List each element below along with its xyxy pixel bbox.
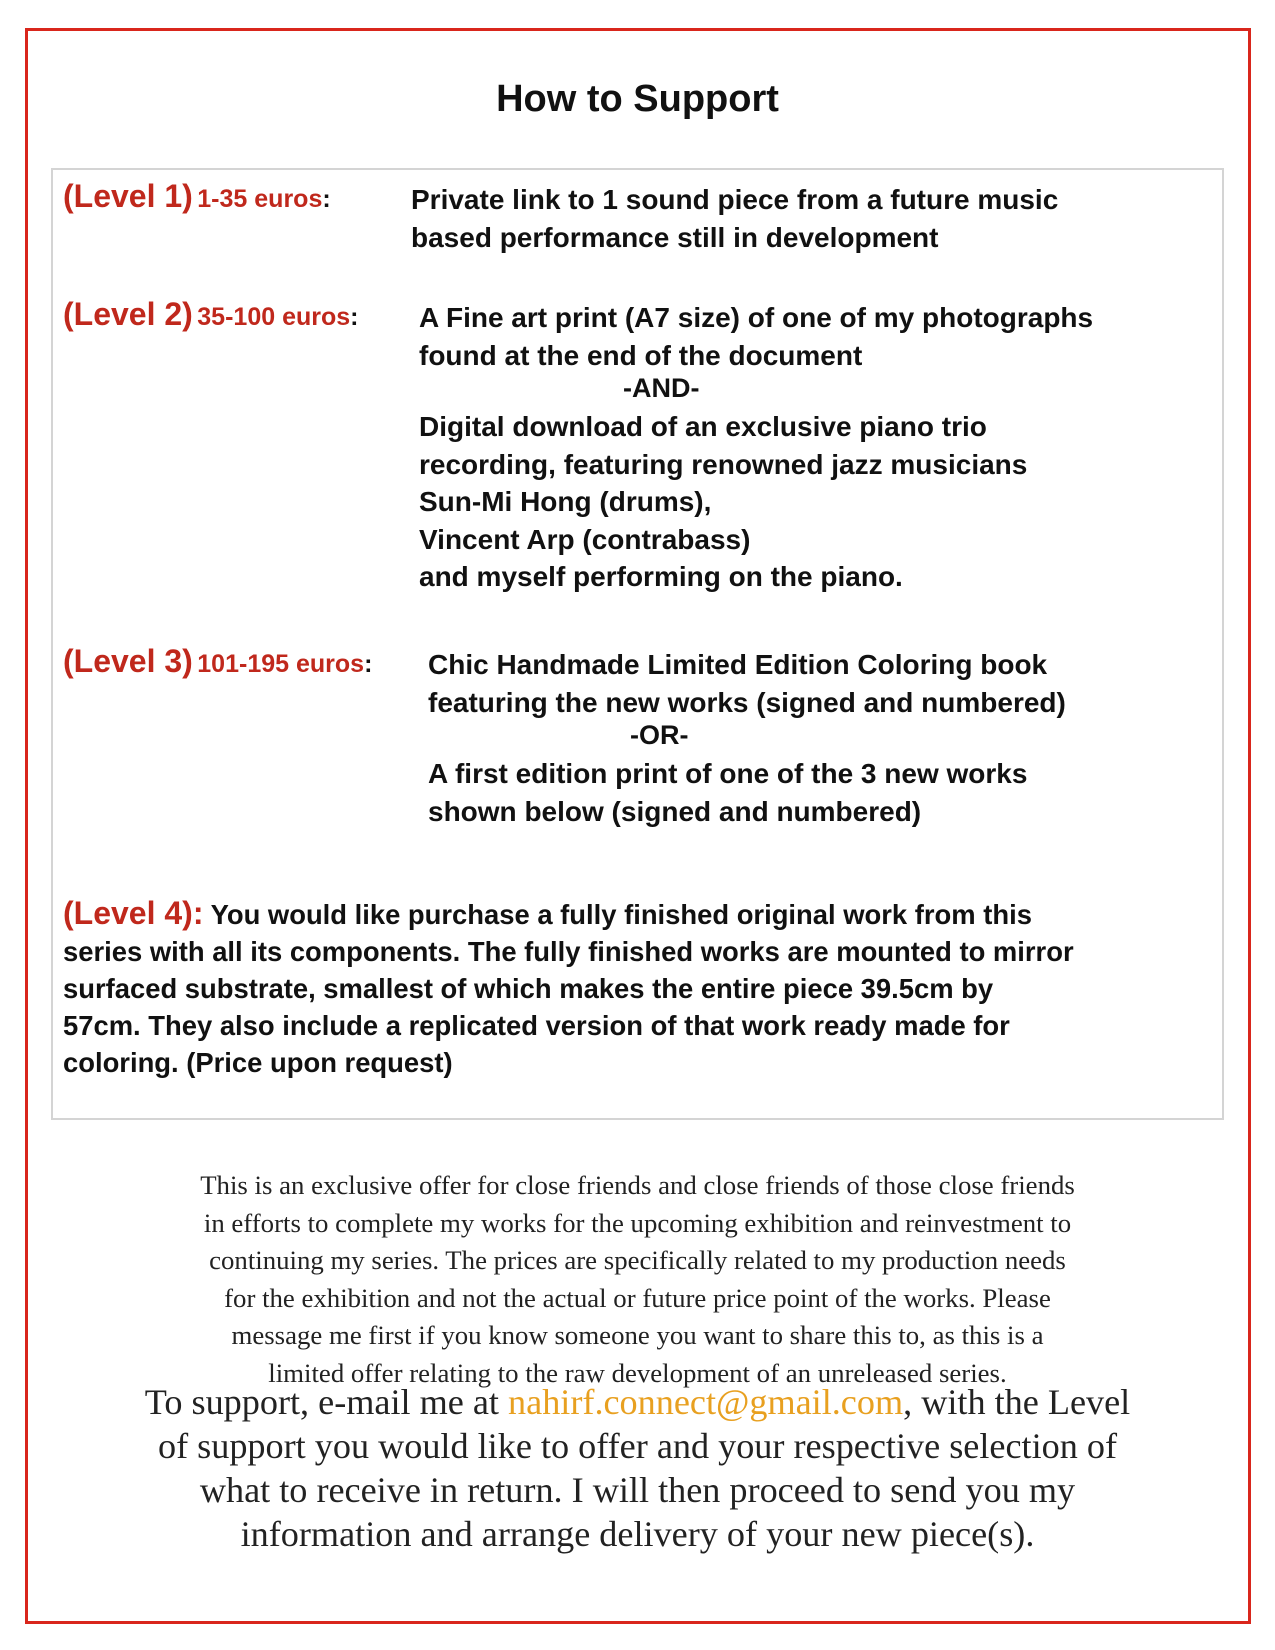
note-line: message me first if you know someone you want to share this to, as this is a [231,1320,1044,1350]
support-line: of support you would like to offer and your respective selection of [157,1426,1118,1466]
level-1-heading: (Level 1) 1-35 euros: [63,178,331,214]
level-3-separator: -OR- [630,720,689,750]
support-instructions [0,1380,1275,1556]
level-1-line: based performance still in development [411,221,939,253]
level-4-block [63,895,1223,1081]
level-2-line: recording, featuring renowned jazz musicians [419,448,1028,480]
level-2-line: Vincent Arp (contrabass) [419,523,751,555]
level-2-line: and myself performing on the piano. [419,561,903,592]
level-2-line: A Fine art print (A7 size) of one of my photographs [419,302,1094,333]
note-line: in efforts to complete my works for the upcoming exhibition and reinvestment to [203,1207,1072,1238]
level-4-line: 57cm. They also include a replicated version of that work ready made for [63,1010,1010,1041]
level-3-line: A first edition print of one of the 3 new works [428,758,1028,789]
level-3-line: Chic Handmade Limited Edition Coloring book [428,649,1048,680]
support-suffix: , with the Level [903,1382,1131,1422]
level-2-description [419,299,1093,374]
level-2-heading: (Level 2) 35-100 euros: [63,296,359,332]
offer-note [0,1167,1275,1392]
level-3-heading: (Level 3) 101-195 euros: [63,643,373,679]
level-2-description-2 [419,408,1027,596]
level-2-price: 35-100 euros [197,303,351,331]
note-line: This is an exclusive offer for close friends and close friends of those close friends [200,1170,1075,1200]
level-3-description [428,646,1066,721]
level-3-description-2 [428,755,1027,830]
support-line: information and arrange delivery of your new piece(s). [240,1514,1035,1554]
level-1-label: (Level 1) [63,178,193,214]
level-3-price: 101-195 euros [197,650,365,678]
level-1-line: Private link to 1 sound piece from a future music [411,184,1059,215]
level-4-line: surfaced substrate, smallest of which makes the entire piece 39.5cm by [63,973,994,1004]
level-3-line: shown below (signed and numbered) [428,795,922,827]
level-4-line: coloring. (Price upon request) [63,1047,453,1078]
level-2-line: Digital download of an exclusive piano trio [419,411,987,442]
page-title: How to Support [496,78,779,120]
level-2-separator: -AND- [623,373,700,403]
level-4-label: (Level 4): [63,895,204,931]
level-4-line: series with all its components. The fully finished works are mounted to mirror [63,936,1074,967]
note-line: for the exhibition and not the actual or future price point of the works. Please [224,1282,1051,1313]
level-3-label: (Level 3) [63,643,193,679]
note-line: limited offer relating to the raw development of an unreleased series. [268,1357,1007,1388]
level-1-price: 1-35 euros [197,185,323,213]
note-line: continuing my series. The prices are specifically related to my production needs [209,1245,1066,1275]
email-link[interactable]: nahirf.connect@gmail.com [508,1382,904,1422]
level-3-line: featuring the new works (signed and numbered) [428,686,1066,718]
level-4-line: You would like purchase a fully finished original work from this [210,899,1032,930]
level-2-label: (Level 2) [63,296,193,332]
support-line: what to receive in return. I will then proceed to send you my [199,1470,1076,1510]
level-1-description [411,181,1058,256]
level-2-line: found at the end of the document [419,339,863,371]
support-prefix: To support, e-mail me at [144,1382,509,1422]
level-2-line: Sun-Mi Hong (drums), [419,486,712,517]
